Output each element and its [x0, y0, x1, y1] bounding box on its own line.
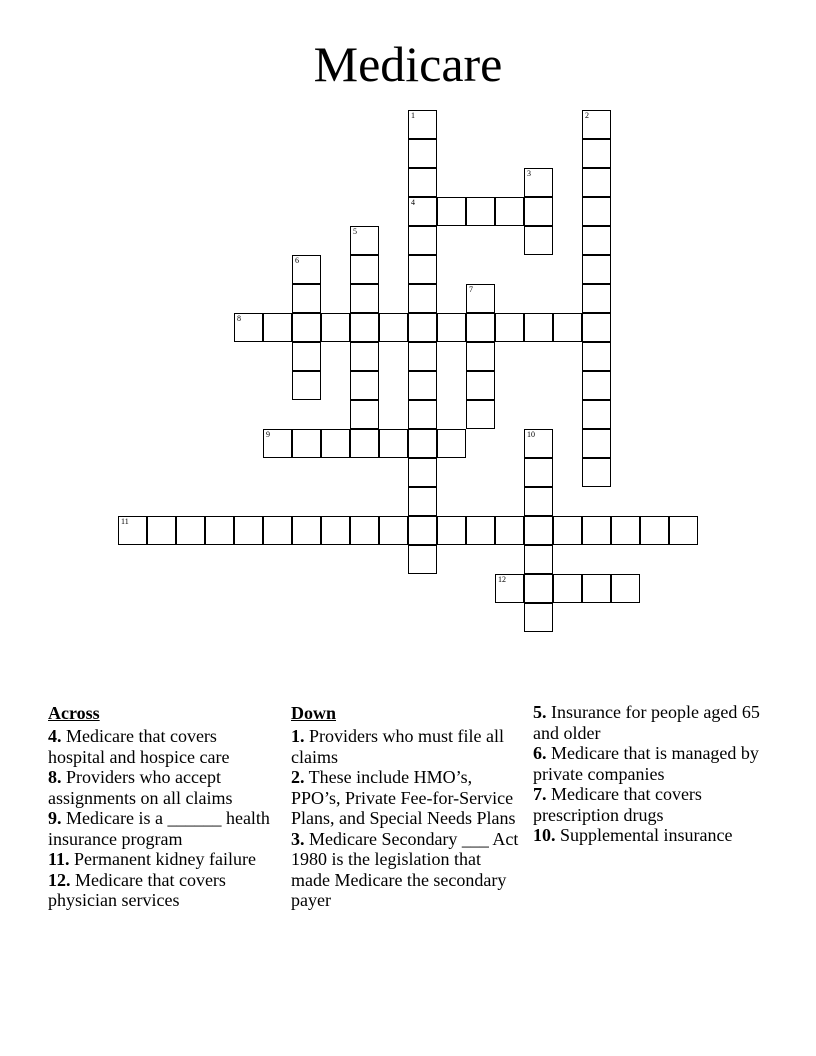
grid-cell[interactable]	[350, 226, 379, 255]
grid-cell[interactable]	[437, 429, 466, 458]
clue-num: 11.	[48, 849, 70, 869]
clue-num: 6.	[533, 743, 547, 763]
clue-item	[48, 870, 273, 911]
grid-cell[interactable]	[408, 139, 437, 168]
grid-cell[interactable]	[408, 110, 437, 139]
clue-num: 10.	[533, 825, 556, 845]
grid-cell[interactable]	[350, 429, 379, 458]
clue-item	[533, 743, 763, 784]
clue-number: 6	[295, 256, 299, 265]
grid-cell[interactable]	[524, 574, 553, 603]
grid-cell[interactable]	[350, 516, 379, 545]
clue-text: Insurance for people aged 65 and older	[533, 702, 760, 743]
grid-cell[interactable]	[379, 313, 408, 342]
clue-text: Medicare that covers physician services	[48, 869, 226, 910]
grid-cell[interactable]	[350, 371, 379, 400]
down-clues-column-1	[291, 702, 521, 911]
grid-cell[interactable]	[408, 487, 437, 516]
clue-num: 3.	[291, 828, 305, 849]
clue-num: 2.	[291, 767, 305, 787]
clue-num: 5.	[533, 702, 547, 722]
grid-cell[interactable]	[321, 516, 350, 545]
grid-cell[interactable]	[524, 168, 553, 197]
clue-number: 1	[411, 111, 415, 120]
clue-item	[291, 726, 521, 767]
grid-cell[interactable]	[466, 197, 495, 226]
clue-text: Providers who accept assignments on all claims	[48, 767, 233, 808]
grid-cell[interactable]	[524, 545, 553, 574]
grid-cell[interactable]	[437, 516, 466, 545]
grid-cell[interactable]	[553, 313, 582, 342]
grid-cell[interactable]	[524, 487, 553, 516]
grid-cell[interactable]	[292, 284, 321, 313]
grid-cell[interactable]	[582, 342, 611, 371]
clue-text: Permanent kidney failure	[69, 849, 256, 869]
grid-cell[interactable]	[582, 574, 611, 603]
clue-text: These include HMO’s, PPO’s, Private Fee-for-Service Plans, and Special Needs Plans	[291, 767, 516, 828]
grid-cell[interactable]	[408, 458, 437, 487]
grid-cell[interactable]	[292, 255, 321, 284]
grid-cell[interactable]	[408, 226, 437, 255]
grid-cell[interactable]	[350, 342, 379, 371]
grid-cell[interactable]	[263, 429, 292, 458]
clue-num: 9.	[48, 808, 62, 828]
grid-cell[interactable]	[582, 139, 611, 168]
grid-cell[interactable]	[582, 458, 611, 487]
grid-cell[interactable]	[408, 168, 437, 197]
grid-cell[interactable]	[350, 400, 379, 429]
grid-cell[interactable]	[408, 371, 437, 400]
across-heading: Across	[48, 703, 100, 723]
grid-cell[interactable]	[553, 516, 582, 545]
grid-cell[interactable]	[582, 284, 611, 313]
grid-cell[interactable]	[524, 197, 553, 226]
clue-text: Medicare that is managed by private companies	[533, 743, 759, 784]
grid-cell[interactable]	[495, 197, 524, 226]
grid-cell[interactable]	[466, 284, 495, 313]
grid-cell[interactable]	[640, 516, 669, 545]
grid-cell[interactable]	[524, 313, 553, 342]
grid-cell[interactable]	[350, 255, 379, 284]
across-clues	[48, 702, 273, 911]
clue-num: 7.	[533, 784, 547, 804]
clue-item	[48, 767, 273, 808]
grid-cell[interactable]	[669, 516, 698, 545]
grid-cell[interactable]	[408, 545, 437, 574]
clue-num: 4.	[48, 726, 62, 746]
grid-cell[interactable]	[408, 284, 437, 313]
grid-cell[interactable]	[263, 313, 292, 342]
clue-number: 4	[411, 198, 415, 207]
grid-cell[interactable]	[263, 516, 292, 545]
grid-cell[interactable]	[408, 400, 437, 429]
grid-cell[interactable]	[495, 516, 524, 545]
clue-text: Medicare that covers hospital and hospice care	[48, 726, 230, 767]
grid-cell[interactable]	[408, 255, 437, 284]
clue-text: Medicare that covers prescription drugs	[533, 784, 702, 825]
grid-cell[interactable]	[553, 574, 582, 603]
grid-cell[interactable]	[582, 168, 611, 197]
clue-item	[48, 849, 273, 870]
grid-cell[interactable]	[350, 284, 379, 313]
grid-cell[interactable]	[408, 197, 437, 226]
clue-item	[48, 726, 273, 767]
grid-cell[interactable]	[582, 226, 611, 255]
grid-cell[interactable]	[611, 516, 640, 545]
grid-cell[interactable]	[582, 110, 611, 139]
puzzle-title: Medicare	[313, 36, 503, 92]
grid-cell[interactable]	[611, 574, 640, 603]
clue-number: 12	[498, 575, 506, 584]
grid-cell[interactable]	[234, 516, 263, 545]
clue-item	[533, 784, 763, 825]
grid-cell[interactable]	[350, 313, 379, 342]
grid-cell[interactable]	[408, 313, 437, 342]
grid-cell[interactable]	[582, 371, 611, 400]
grid-cell[interactable]	[292, 516, 321, 545]
grid-cell[interactable]	[379, 516, 408, 545]
grid-cell[interactable]	[495, 574, 524, 603]
grid-cell[interactable]	[582, 400, 611, 429]
clue-item	[291, 767, 521, 829]
clue-text: Supplemental insurance	[555, 825, 733, 845]
grid-cell[interactable]	[176, 516, 205, 545]
clue-item	[533, 825, 763, 846]
clue-text: Medicare is a ______ health insurance program	[48, 808, 270, 849]
clue-text: Medicare Secondary ___ Act 1980 is the legislation that made Medicare the secondary payer	[291, 828, 519, 910]
grid-cell[interactable]	[437, 313, 466, 342]
grid-cell[interactable]	[292, 371, 321, 400]
grid-cell[interactable]	[437, 197, 466, 226]
clue-number: 8	[237, 314, 241, 323]
grid-cell[interactable]	[466, 371, 495, 400]
clue-number: 7	[469, 285, 473, 294]
clue-number: 11	[121, 517, 129, 526]
down-clues-column-2	[533, 702, 763, 846]
grid-cell[interactable]	[321, 429, 350, 458]
clue-number: 9	[266, 430, 270, 439]
clue-number: 3	[527, 169, 531, 178]
grid-cell[interactable]	[582, 255, 611, 284]
grid-cell[interactable]	[466, 313, 495, 342]
clue-num: 12.	[48, 869, 71, 890]
grid-cell[interactable]	[524, 516, 553, 545]
grid-cell[interactable]	[408, 342, 437, 371]
grid-cell[interactable]	[582, 429, 611, 458]
grid-cell[interactable]	[118, 516, 147, 545]
grid-cell[interactable]	[408, 516, 437, 545]
grid-cell[interactable]	[466, 342, 495, 371]
clue-number: 10	[527, 430, 535, 439]
grid-cell[interactable]	[466, 516, 495, 545]
clue-number: 2	[585, 111, 589, 120]
clue-number: 5	[353, 227, 357, 236]
clue-item	[533, 702, 763, 743]
grid-cell[interactable]	[234, 313, 263, 342]
clue-num: 1.	[291, 726, 305, 746]
grid-cell[interactable]	[379, 429, 408, 458]
clue-num: 8.	[48, 767, 62, 787]
grid-cell[interactable]	[524, 603, 553, 632]
grid-cell[interactable]	[292, 429, 321, 458]
grid-cell[interactable]	[205, 516, 234, 545]
clue-text: Providers who must file all claims	[291, 726, 504, 767]
grid-cell[interactable]	[147, 516, 176, 545]
grid-cell[interactable]	[524, 458, 553, 487]
clue-item	[291, 829, 521, 911]
grid-cell[interactable]	[292, 313, 321, 342]
grid-cell[interactable]	[408, 429, 437, 458]
grid-cell[interactable]	[466, 400, 495, 429]
grid-cell[interactable]	[292, 342, 321, 371]
clue-item	[48, 808, 273, 849]
grid-cell[interactable]	[524, 429, 553, 458]
grid-cell[interactable]	[582, 197, 611, 226]
grid-cell[interactable]	[582, 516, 611, 545]
grid-cell[interactable]	[582, 313, 611, 342]
grid-cell[interactable]	[495, 313, 524, 342]
grid-cell[interactable]	[524, 226, 553, 255]
down-heading: Down	[291, 703, 337, 723]
grid-cell[interactable]	[321, 313, 350, 342]
